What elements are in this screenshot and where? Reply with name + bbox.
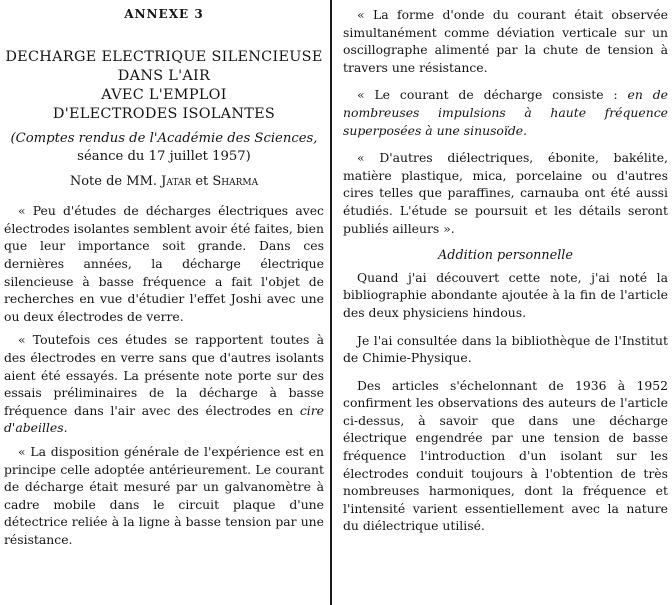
paragraph: Je l'ai consultée dans la bibliothèque de l'Institut de Chimie-Physique. xyxy=(343,332,668,366)
section-subheading: Addition personnelle xyxy=(438,248,573,264)
paragraph-italic-text: cire d'abeilles. xyxy=(4,402,324,436)
paragraph-text: « Toutefois ces études se rapportent toutes à des électrodes en verre sans que d'autres isolants aient été essayés. La présente note porte sur des essais préliminaires de la décharge à basse fréquence dans l'air avec des électrodes en xyxy=(4,332,324,418)
article-title xyxy=(4,48,324,124)
paragraph xyxy=(343,86,668,139)
paragraph: Quand j'ai découvert cette note, j'ai noté la bibliographie abondante ajoutée à la fin de l'article des deux physiciens hindous. xyxy=(343,269,668,320)
source-journal: (Comptes rendus de l'Académie des Sciences, xyxy=(10,130,318,146)
paragraph: « La forme d'onde du courant était observée simultanément comme déviation verticale sur un oscillographe alimenté par la chute de tension à travers une résistance. xyxy=(343,7,668,75)
right-column xyxy=(333,0,672,605)
note-and: et xyxy=(195,173,209,189)
left-column xyxy=(0,0,330,605)
title-line: D'ELECTRODES ISOLANTES xyxy=(52,105,276,122)
paragraph: « D'autres diélectriques, ébonite, bakélite, matière plastique, mica, porcelaine ou d'autres cires telles que paraffines, carnauba ont été aussi étudiés. L'étude se poursuit et les détails seront publiés ailleurs ». xyxy=(343,150,668,236)
paragraph-text: « Le courant de décharge consiste : xyxy=(357,87,618,103)
paragraph xyxy=(4,331,324,437)
annex-heading: ANNEXE 3 xyxy=(124,7,204,21)
paragraph-italic-text: en de nombreuses impulsions à haute fréquence superposées à une sinusoïde. xyxy=(343,87,668,138)
title-line: AVEC L'EMPLOI xyxy=(101,86,227,103)
title-line: DECHARGE ELECTRIQUE SILENCIEUSE xyxy=(5,48,323,65)
title-line: DANS L'AIR xyxy=(117,67,211,84)
authors-line xyxy=(4,173,324,191)
source-date: séance du 17 juillet 1957) xyxy=(77,148,251,164)
author-name: Jatar xyxy=(161,173,192,189)
note-prefix: Note de MM. xyxy=(69,173,158,189)
paragraph: « La disposition générale de l'expérience est en principe celle adoptée antérieurement. Le courant de décharge était mesuré par un galvanomètre à cadre mobile dans le circuit plaque d'une détectrice reliée à la ligne à basse tension par une résistance. xyxy=(4,443,324,547)
paragraph: « Peu d'études de décharges électriques avec électrodes isolantes semblent avoir été faites, bien que leur importance soit grande. Dans ces dernières années, la décharge électrique silencieuse à basse fréquence a fait l'objet de recherches en vue d'étudier l'effet Joshi avec une ou deux électrodes de verre. xyxy=(4,203,324,324)
column-divider xyxy=(330,0,332,605)
source-citation xyxy=(4,130,324,166)
paragraph: Des articles s'échelonnant de 1936 à 1952 confirment les observations des auteurs de l'article ci-dessus, à savoir que dans une décharge électrique engendrée par une tension de basse fréquence l'introduction d'un isolant sur les électrodes conduit toujours à l'obtention de très nombreuses harmoniques, dont la fréquence et l'intensité varient essentiellement avec la nature du diélectrique utilisé. xyxy=(343,377,668,534)
author-name: Sharma xyxy=(212,173,259,189)
